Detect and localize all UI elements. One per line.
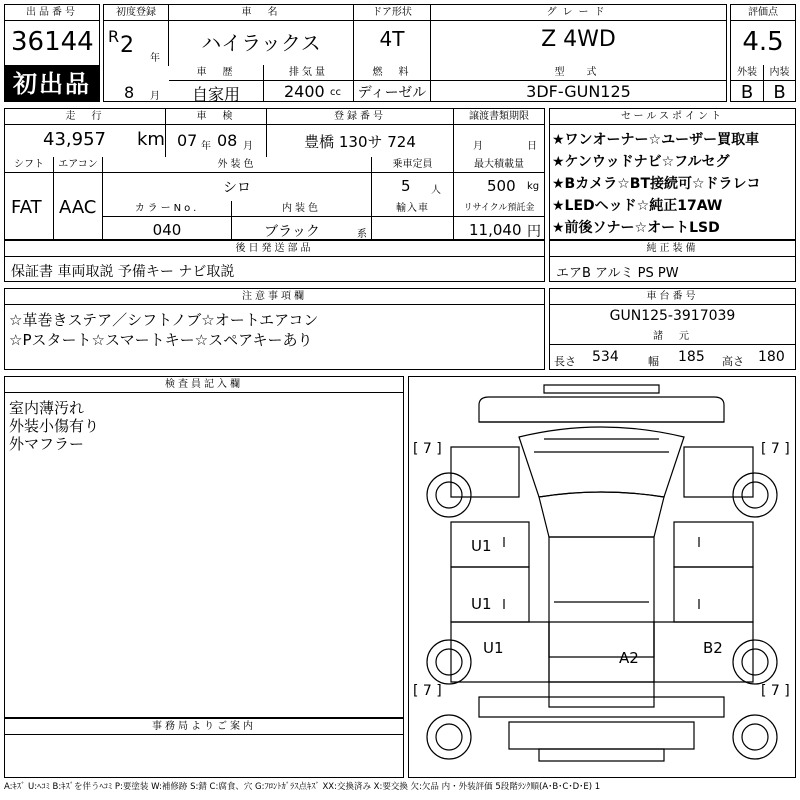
plate-number: 豊橋 130サ 724	[304, 133, 416, 151]
reg-month: 8	[124, 83, 135, 102]
width-label: 幅	[648, 355, 659, 368]
later-parts-box	[4, 240, 545, 282]
later-parts-label: 後日発送部品	[5, 241, 544, 257]
transfer-month-unit: 月	[473, 141, 483, 152]
inspection-year: 07	[177, 131, 198, 150]
sales-point-1: ★ワンオーナー☆ユーザー買取車	[552, 132, 760, 148]
inspection-year-unit: 年	[201, 141, 211, 152]
chassis-label: 車台番号	[550, 289, 795, 305]
grade: Z 4WD	[541, 27, 616, 52]
inspector-line-3: 外マフラー	[9, 435, 85, 453]
plate-label: 登録番号	[267, 109, 453, 125]
sales-points-label: セールスポイント	[550, 109, 795, 125]
note-line-2: ☆Pスタート☆スマートキー☆スペアキーあり	[9, 331, 313, 349]
car-outline-diagram	[409, 377, 795, 777]
length: 534	[592, 349, 619, 365]
score-label: 評価点	[731, 5, 795, 21]
office-box	[4, 718, 404, 778]
displacement-label: 排気量	[264, 65, 353, 81]
lot-number-box	[4, 4, 100, 66]
ext-score-label: 外装	[731, 65, 763, 81]
mileage: 43,957	[43, 129, 106, 150]
capacity-unit: 人	[431, 185, 441, 196]
damage-mark-rear-door: U1	[471, 595, 492, 613]
model-label: 型 式	[431, 65, 726, 81]
notes-label: 注意事項欄	[5, 289, 544, 305]
int-color-suffix: 系	[357, 229, 367, 240]
history-label: 車 歴	[169, 65, 263, 81]
ext-color: シロ	[223, 180, 251, 196]
note-line-1: ☆革巻きステア／シフトノブ☆オートエアコン	[9, 311, 319, 329]
header-panel	[4, 4, 796, 102]
load-unit: kg	[527, 181, 540, 192]
shift-label: シフト	[5, 157, 53, 173]
ext-color-label: 外装色	[103, 157, 371, 173]
inspection-month-unit: 月	[243, 141, 253, 152]
color-no-label: カラーNo.	[103, 201, 231, 217]
grade-label: グレード	[431, 5, 726, 21]
equipment: エアB アルミ PS PW	[556, 266, 679, 281]
header-table	[103, 4, 727, 102]
score: 4.5	[742, 27, 784, 57]
max-load: 500	[487, 177, 516, 195]
score-box	[730, 4, 796, 102]
tire-tread-rear-left: [ 7 ]	[413, 683, 442, 699]
car-name-label: 車 名	[169, 5, 353, 21]
recycle-unit: 円	[527, 224, 541, 240]
fuel-label: 燃 料	[354, 65, 430, 81]
later-parts: 保証書 車両取説 予備キー ナビ取説	[11, 264, 235, 280]
fuel: ディーゼル	[357, 85, 427, 101]
vehicle-info-table	[4, 108, 545, 240]
era: R	[108, 27, 120, 46]
sales-point-3: ★Bカメラ☆BT接続可☆ドラレコ	[552, 176, 761, 192]
capacity-label: 乗車定員	[372, 157, 453, 173]
inspector-label: 検査員記入欄	[5, 377, 403, 393]
door-label: ドア形状	[354, 5, 430, 21]
dims-label: 諸 元	[550, 329, 795, 345]
sales-point-4: ★LEDヘッド☆純正17AW	[552, 198, 723, 214]
equipment-label: 純正装備	[550, 241, 795, 257]
tire-tread-front-right: [ 7 ]	[761, 441, 790, 457]
length-label: 長さ	[554, 355, 576, 368]
sales-points-box	[549, 108, 796, 240]
width: 185	[678, 349, 705, 365]
car-name: ハイラックス	[201, 31, 321, 55]
legend: A:ｷｽﾞ U:ﾍｺﾐ B:ｷｽﾞを伴うﾍｺﾐ P:要塗装 W:補修跡 S:錆 C:腐食、穴 G:ﾌﾛﾝﾄｶﾞﾗｽ点ｷｽﾞ XX:交換済み X:要交換 欠:欠品 内・外装評価 5段階ﾗﾝｸ順(A･B･C･D･E) 1	[4, 782, 601, 792]
capacity: 5	[401, 177, 411, 195]
first-reg-label: 初度登録	[104, 5, 168, 21]
damage-mark-rear-left: U1	[483, 639, 504, 657]
displacement-unit: cc	[330, 87, 341, 98]
displacement: 2400	[284, 82, 325, 101]
inspector-box	[4, 376, 404, 718]
shift: FAT	[11, 197, 42, 218]
sales-point-5: ★前後ソナー☆オートLSD	[552, 220, 720, 236]
transfer-day-unit: 日	[527, 141, 537, 152]
int-color-label: 内装色	[232, 201, 371, 217]
recycle-label: リサイクル預託金	[454, 201, 544, 217]
color-no: 040	[152, 221, 182, 239]
tire-tread-front-left: [ 7 ]	[413, 441, 442, 457]
height-label: 高さ	[722, 355, 744, 368]
month-unit: 月	[150, 91, 160, 102]
door-type: 4T	[379, 27, 405, 51]
car-diagram	[408, 376, 796, 778]
inspection-label: 車 検	[166, 109, 266, 125]
notes-box	[4, 288, 545, 370]
chassis-number: GUN125-3917039	[609, 308, 736, 324]
recycle-fee: 11,040	[469, 221, 522, 239]
mileage-unit: km	[137, 129, 165, 150]
damage-mark-front-door: U1	[471, 537, 492, 555]
reg-year: 2	[120, 33, 134, 58]
lot-number-label: 出品番号	[5, 5, 99, 21]
damage-mark-bed: A2	[619, 649, 639, 667]
inspection-month: 08	[217, 131, 238, 150]
inspector-line-2: 外装小傷有り	[9, 417, 100, 435]
import-label: 輸入車	[372, 201, 453, 217]
first-listing-badge: 初出品	[4, 66, 100, 102]
office-label: 事務局よりご案内	[5, 719, 403, 735]
model: 3DF-GUN125	[526, 82, 631, 101]
mileage-label: 走 行	[5, 109, 165, 125]
tire-tread-rear-right: [ 7 ]	[761, 683, 790, 699]
equipment-box	[549, 240, 796, 282]
damage-mark-rear-right: B2	[703, 639, 723, 657]
ext-score: B	[740, 82, 754, 103]
height: 180	[758, 349, 785, 365]
int-score: B	[773, 82, 786, 103]
sales-point-2: ★ケンウッドナビ☆フルセグ	[552, 154, 730, 170]
chassis-box	[549, 288, 796, 370]
year-unit: 年	[150, 53, 160, 64]
int-color: ブラック	[264, 224, 320, 240]
lot-number: 36144	[11, 27, 94, 57]
transfer-label: 譲渡書類期限	[454, 109, 544, 125]
inspector-line-1: 室内薄汚れ	[9, 399, 85, 417]
int-score-label: 内装	[764, 65, 795, 81]
air-conditioner: AAC	[59, 197, 97, 218]
history: 自家用	[191, 85, 240, 104]
load-label: 最大積載量	[454, 157, 544, 173]
ac-label: エアコン	[54, 157, 102, 173]
